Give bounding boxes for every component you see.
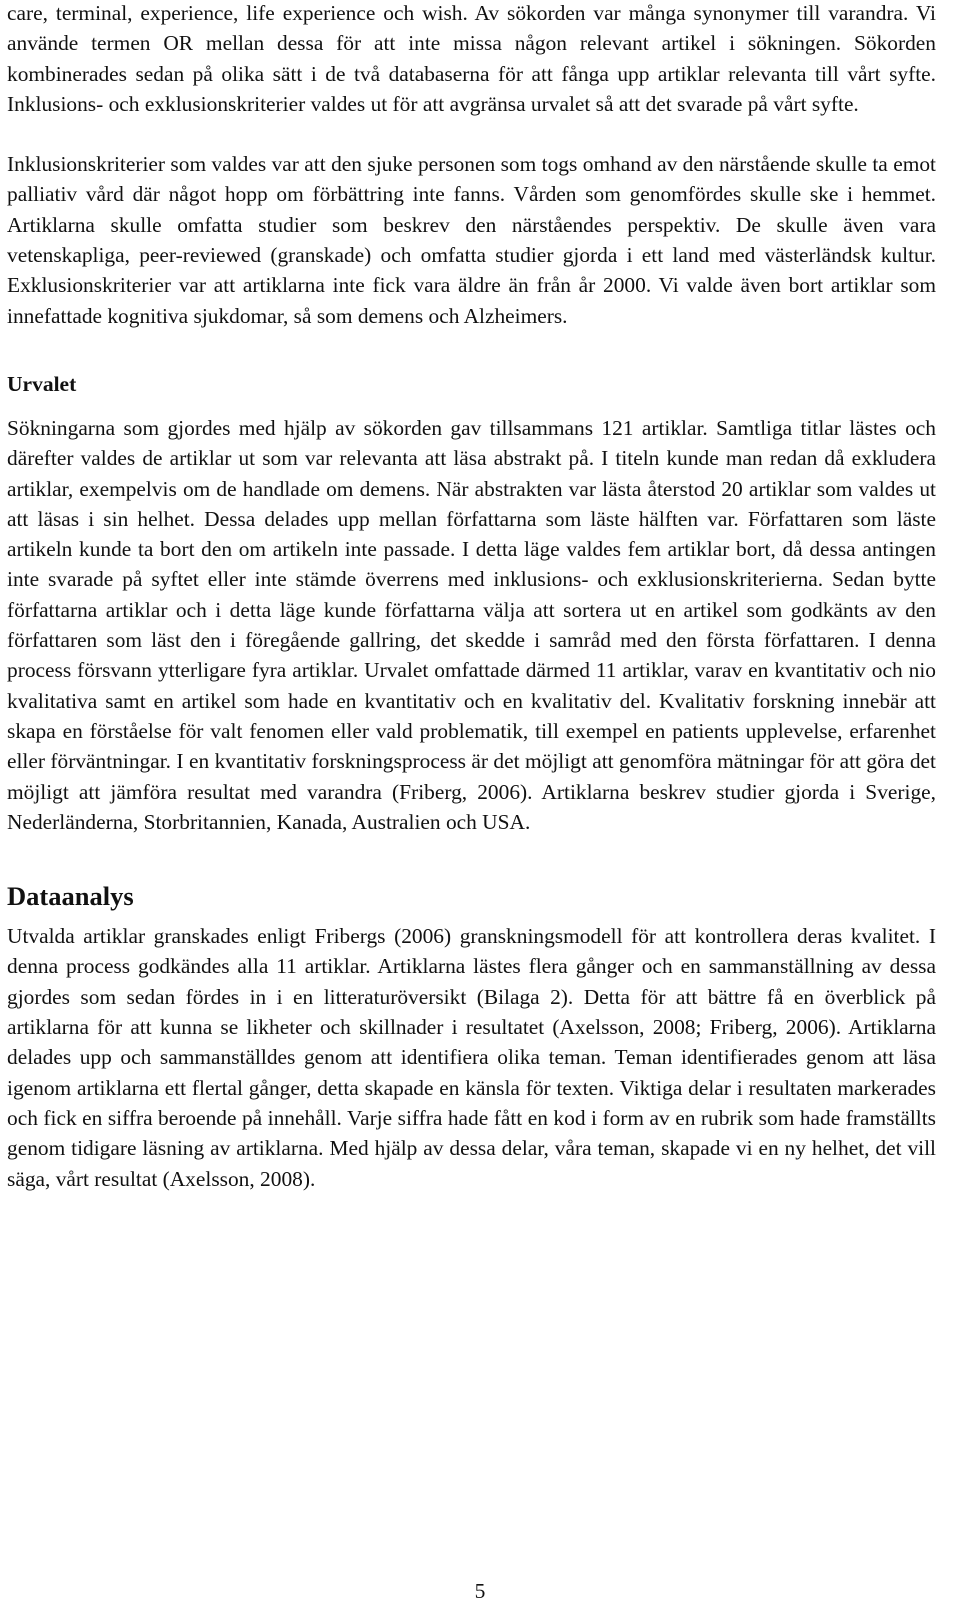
- body-paragraph: care, terminal, experience, life experience och wish. Av sökorden var många synonymer till varandra. Vi använde termen OR mellan dessa för att inte missa någon relevant artikel i sökningen. Sökorden kombinerades sedan på olika sätt i de två databaserna för att fånga upp artiklar relevanta till vårt syfte. Inklusions- och exklusionskriterier valdes ut för att avgränsa urvalet så att det svarade på vårt syfte.: [7, 1, 936, 116]
- body-paragraph: Utvalda artiklar granskades enligt Fribergs (2006) granskningsmodell för att kontrollera deras kvalitet. I denna process godkändes alla 11 artiklar. Artiklarna lästes flera gånger och en sammanställning av dessa gjordes som sedan fördes in i en litteraturöversikt (Bilaga 2). Detta för att bättre få en överblick på artiklarna för att kunna se likheter och skillnader i resultatet (Axelsson, 2008; Friberg, 2006). Artiklarna delades upp och sammanställdes genom att identifiera olika teman. Teman identifierades genom att läsa igenom artiklarna ett flertal gånger, detta skapade en känsla för texten. Viktiga delar i resultaten markerades och fick en siffra beroende på innehåll. Varje siffra hade fått en kod i form av en rubrik som hade framställts genom tidigare läsning av artiklarna. Med hjälp av dessa delar, våra teman, skapade vi en ny helhet, det vill säga, vårt resultat (Axelsson, 2008).: [7, 924, 936, 1191]
- page-number: 5: [474, 1579, 486, 1603]
- section-heading-dataanalys: Dataanalys: [7, 881, 134, 912]
- paragraph-spacer: [7, 119, 936, 149]
- body-paragraph: Inklusionskriterier som valdes var att den sjuke personen som togs omhand av den närstående skulle ta emot palliativ vård där något hopp om förbättring inte fanns. Vården som genomfördes skulle ske i hemmet. Artiklarna skulle omfatta studier som beskrev den närståendes perspektiv. De skulle även vara vetenskapliga, peer-reviewed (granskade) och omfatta studier gjorda i ett land med västerländsk kultur. Exklusionskriterier var att artiklarna inte fick vara äldre än från år 2000. Vi valde även bort artiklar som innefattade kognitiva sjukdomar, så som demens och Alzheimers.: [7, 152, 936, 328]
- document-body: [7, 0, 936, 1194]
- section-heading-urvalet: Urvalet: [7, 371, 77, 396]
- section-spacer: [7, 331, 936, 369]
- section-spacer: [7, 837, 936, 881]
- body-paragraph: Sökningarna som gjordes med hjälp av sökorden gav tillsammans 121 artiklar. Samtliga titlar lästes och därefter valdes de artiklar ut som var relevanta att läsa abstrakt på. I titeln kunde man redan då exkludera artiklar, exempelvis om de handlade om demens. När abstrakten var lästa återstod 20 artiklar som valdes ut att läsas i sin helhet. Dessa delades upp mellan författarna som läste hälften var. Författaren som läste artikeln kunde ta bort den om artikeln inte passade. I detta läge valdes fem artiklar bort, då dessa antingen inte svarade på syftet eller inte stämde överrens med inklusions- och exklusionskriterierna. Sedan bytte författarna artiklar och i detta läge kunde författarna välja att sortera ut en artikel som godkänts av den författaren som läst den i föregående gallring, det skedde i samråd med den första författaren. I denna process försvann ytterligare fyra artiklar. Urvalet omfattade därmed 11 artiklar, varav en kvantitativ och nio kvalitativa samt en artikel som hade en kvantitativ och en kvalitativ del. Kvalitativ forskning innebär att skapa en förståelse för valt fenomen eller vald problematik, till exempel en patients upplevelse, erfarenhet eller förväntningar. I en kvantitativ forskningsprocess är det möjligt att genomföra mätningar för att göra det möjligt att jämföra resultat med varandra (Friberg, 2006). Artiklarna beskrev studier gjorda i Sverige, Nederländerna, Storbritannien, Kanada, Australien och USA.: [7, 415, 936, 834]
